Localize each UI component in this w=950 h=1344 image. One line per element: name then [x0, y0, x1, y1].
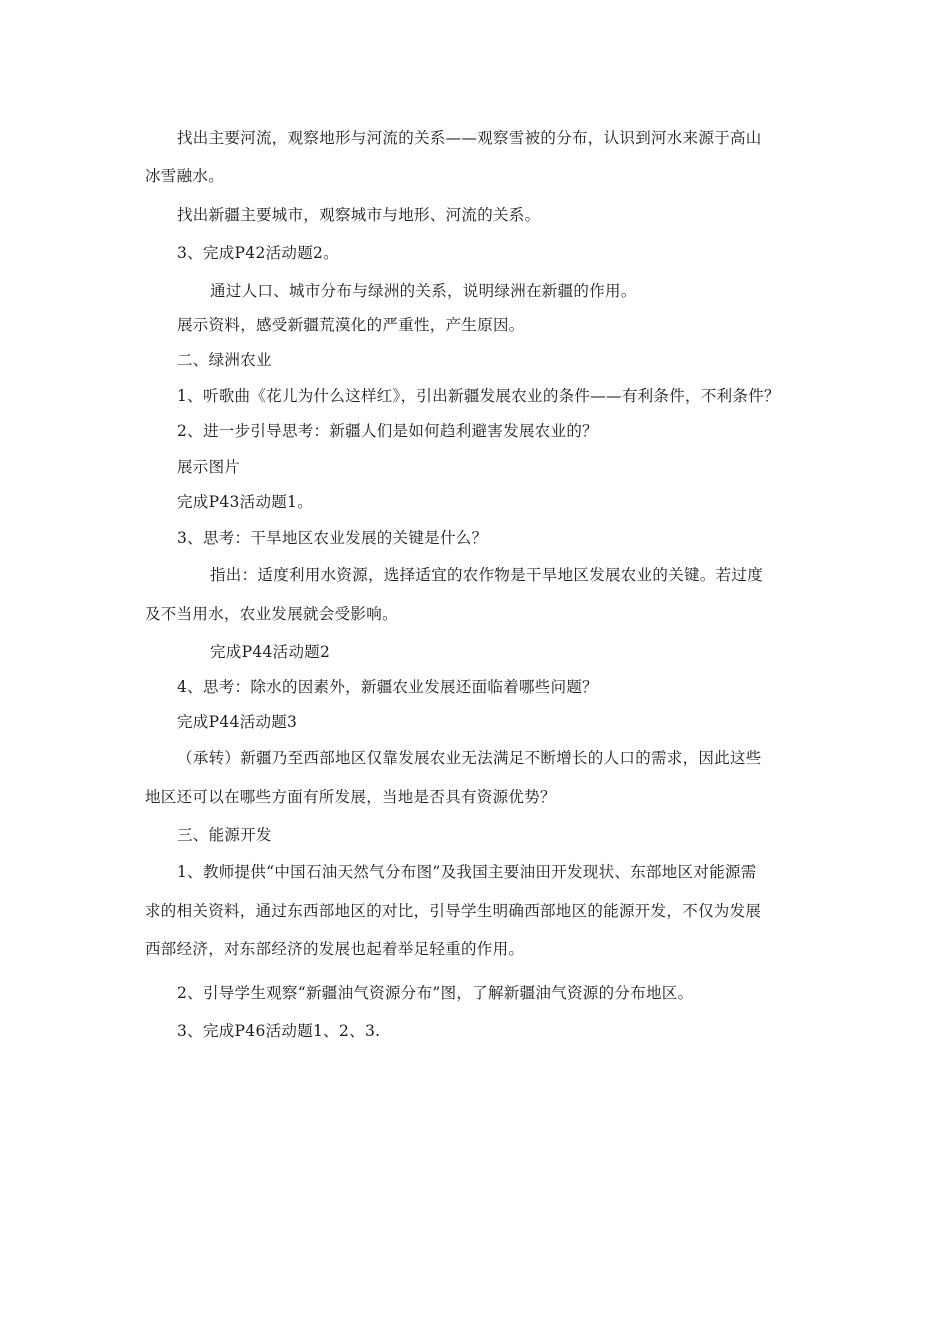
paragraph-water-use-line2: 及不当用水，农业发展就会受影响。 [145, 605, 398, 623]
paragraph-oil-gas-map: 2、引导学生观察“新疆油气资源分布”图，了解新疆油气资源的分布地区。 [177, 984, 694, 1002]
paragraph-transition-line1: （承转）新疆乃至西部地区仅靠发展农业无法满足不断增长的人口的需求，因此这些 [177, 749, 762, 767]
paragraph-p44-activity-2: 完成P44活动题2 [210, 643, 331, 661]
paragraph-water-use-line1: 指出：适度利用水资源，选择适宜的农作物是干旱地区发展农业的关键。若过度 [210, 566, 764, 584]
paragraph-guided-thinking: 2、进一步引导思考：新疆人们是如何趋利避害发展农业的？ [177, 422, 598, 440]
paragraph-transition-line2: 地区还可以在哪些方面有所发展，当地是否具有资源优势？ [145, 788, 556, 806]
paragraph-cities: 找出新疆主要城市，观察城市与地形、河流的关系。 [177, 206, 541, 224]
paragraph-p46-activity: 3、完成P46活动题1、2、3. [177, 1022, 381, 1040]
paragraph-oasis-role: 通过人口、城市分布与绿洲的关系，说明绿洲在新疆的作用。 [210, 282, 637, 300]
section-heading-oasis-agriculture: 二、绿洲农业 [177, 351, 272, 369]
paragraph-rivers-line2: 冰雪融水。 [145, 167, 225, 185]
paragraph-arid-key: 3、思考：干旱地区农业发展的关键是什么？ [177, 529, 488, 547]
paragraph-other-problems: 4、思考：除水的因素外，新疆农业发展还面临着哪些问题？ [177, 678, 598, 696]
paragraph-p44-activity-3: 完成P44活动题3 [177, 713, 298, 731]
paragraph-desertification: 展示资料，感受新疆荒漠化的严重性，产生原因。 [177, 316, 525, 334]
paragraph-show-pictures: 展示图片 [177, 458, 241, 476]
paragraph-p43-activity: 完成P43活动题1。 [177, 493, 314, 511]
paragraph-teacher-map-line3: 西部经济，对东部经济的发展也起着举足轻重的作用。 [145, 940, 525, 958]
paragraph-song: 1、听歌曲《花儿为什么这样红》，引出新疆发展农业的条件——有利条件，不利条件？ [177, 387, 780, 405]
paragraph-rivers-line1: 找出主要河流，观察地形与河流的关系——观察雪被的分布，认识到河水来源于高山 [177, 129, 762, 147]
paragraph-p42-activity: 3、完成P42活动题2。 [177, 244, 339, 262]
paragraph-teacher-map-line2: 求的相关资料，通过东西部地区的对比，引导学生明确西部地区的能源开发，不仅为发展 [145, 902, 762, 920]
section-heading-energy: 三、能源开发 [177, 826, 272, 844]
paragraph-teacher-map-line1: 1、教师提供“中国石油天然气分布图”及我国主要油田开发现状、东部地区对能源需 [177, 863, 757, 881]
